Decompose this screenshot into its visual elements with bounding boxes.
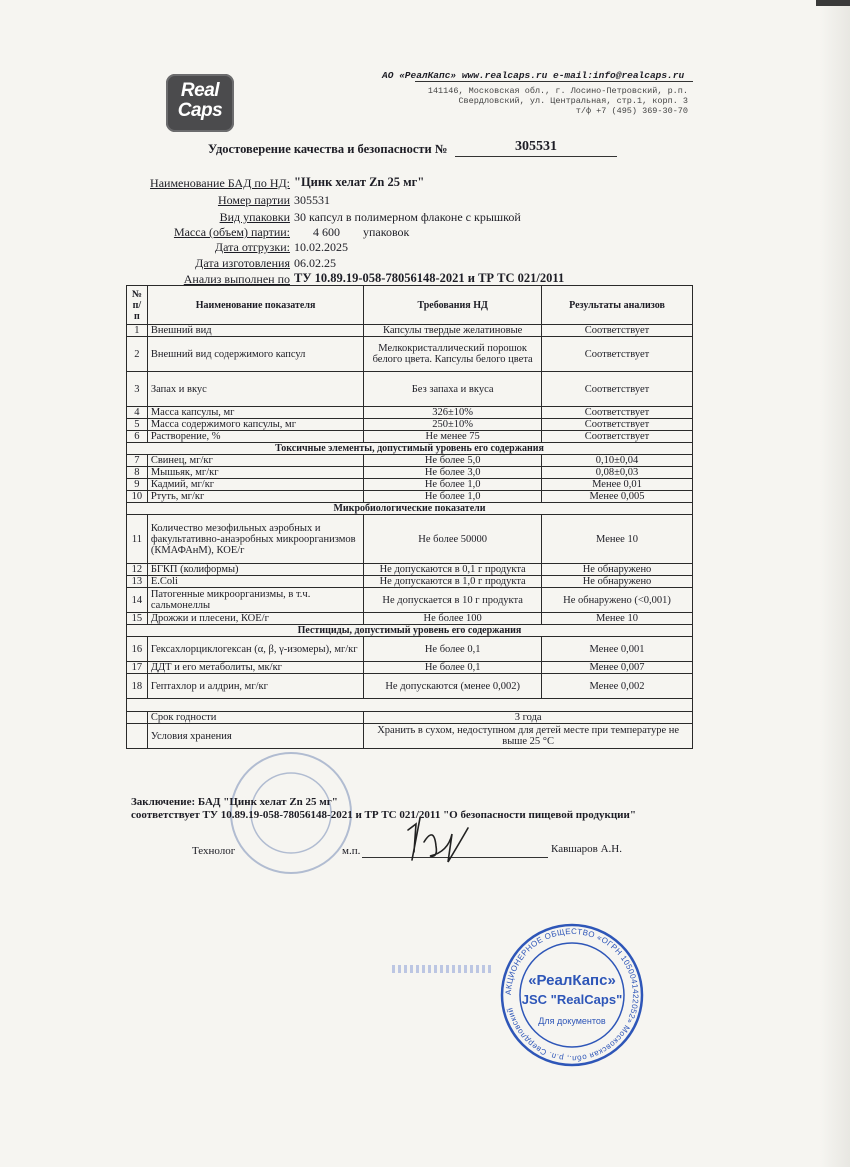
section-title: Пестициды, допустимый уровень его содержания [127, 625, 693, 637]
row-res: Менее 0,002 [542, 674, 693, 699]
row-num: 9 [127, 479, 148, 491]
row-req: Не более 50000 [364, 515, 542, 564]
row-num: 15 [127, 613, 148, 625]
certificate-number: 305531 [455, 139, 617, 157]
row-res: Не обнаружено [542, 564, 693, 576]
section-row-micro [127, 503, 693, 515]
row-req: Не допускаются в 1,0 г продукта [364, 576, 542, 588]
stamp-center-ru: «РеалКапс» [528, 972, 616, 989]
row-req: Не более 100 [364, 613, 542, 625]
stamp-center-note: Для документов [538, 1016, 606, 1026]
stamp-ring-text: АКЦИОНЕРНОЕ ОБЩЕСТВО «ОГРН 1050041422052» Московская обл., р.п. Свердловский [503, 926, 641, 1064]
row-req: Без запаха и вкуса [364, 372, 542, 407]
row-name: Гептахлор и алдрин, мг/кг [147, 674, 363, 699]
storage-row [127, 724, 693, 749]
technologist-label: Технолог [192, 845, 236, 857]
row-num [127, 712, 148, 724]
row-res: Соответствует [542, 337, 693, 372]
row-req: Не допускаются (менее 0,002) [364, 674, 542, 699]
header-address [428, 86, 688, 116]
row-req: 326±10% [364, 407, 542, 419]
row-num: 17 [127, 662, 148, 674]
row-res: Соответствует [542, 431, 693, 443]
product-label: Наименование БАД по НД: [150, 176, 290, 190]
table-row [127, 467, 693, 479]
row-num: 4 [127, 407, 148, 419]
row-res: Менее 10 [542, 515, 693, 564]
header-divider [415, 81, 693, 82]
row-res: Менее 0,007 [542, 662, 693, 674]
row-req: Не более 0,1 [364, 662, 542, 674]
row-name: Запах и вкус [147, 372, 363, 407]
seal-place-label: м.п. [342, 845, 361, 857]
row-name: Количество мезофильных аэробных и факультативно-анаэробных микроорганизмов (КМАФАнМ), КОЕ/г [147, 515, 363, 564]
mass-label: Масса (объем) партии: [173, 225, 290, 239]
table-row [127, 637, 693, 662]
row-res: 0,08±0,03 [542, 467, 693, 479]
table-row [127, 455, 693, 467]
analysis-label: Анализ выполнен по [183, 272, 290, 286]
row-req: Не допускается в 10 г продукта [364, 588, 542, 613]
document-title: Удостоверение качества и безопасности № [208, 142, 448, 156]
row-req: Не допускаются в 0,1 г продукта [364, 564, 542, 576]
table-row [127, 613, 693, 625]
logo-line-1: Real [180, 80, 220, 101]
row-num: 16 [127, 637, 148, 662]
conclusion [131, 796, 636, 822]
section-row-toxic [127, 443, 693, 455]
row-num: 10 [127, 491, 148, 503]
row-name: Масса капсулы, мг [147, 407, 363, 419]
shelf-life-row [127, 712, 693, 724]
row-name: Гексахлорциклогексан (α, β, γ-изомеры), мг/кг [147, 637, 363, 662]
phone: т/ф +7 (495) 369-30-70 [575, 106, 688, 116]
row-num: 1 [127, 325, 148, 337]
row-num: 2 [127, 337, 148, 372]
row-num: 8 [127, 467, 148, 479]
row-name: Внешний вид содержимого капсул [147, 337, 363, 372]
row-name: Ртуть, мг/кг [147, 491, 363, 503]
address-line-2: Свердловский, ул. Центральная, стр.1, корп. 3 [458, 96, 688, 106]
made-date-value: 06.02.25 [294, 256, 336, 270]
row-num: 12 [127, 564, 148, 576]
row-req: Не более 5,0 [364, 455, 542, 467]
header-res: Результаты анализов [542, 286, 693, 325]
section-title: Микробиологические показатели [127, 503, 693, 515]
row-req: Не более 1,0 [364, 491, 542, 503]
stamp-smudge [392, 965, 492, 973]
row-name: Кадмий, мг/кг [147, 479, 363, 491]
table-row [127, 515, 693, 564]
table-row [127, 337, 693, 372]
batch-value: 305531 [294, 193, 330, 207]
row-res: Соответствует [542, 419, 693, 431]
table-row [127, 662, 693, 674]
signature-icon [390, 812, 480, 867]
row-num: 7 [127, 455, 148, 467]
row-res: Соответствует [542, 372, 693, 407]
header-name: Наименование показателя [147, 286, 363, 325]
table-row [127, 407, 693, 419]
section-row-pest [127, 625, 693, 637]
row-name: Растворение, % [147, 431, 363, 443]
row-req: Не менее 75 [364, 431, 542, 443]
storage-value: Хранить в сухом, недоступном для детей месте при температуре не выше 25 °С [364, 724, 693, 749]
row-name: Мышьяк, мг/кг [147, 467, 363, 479]
row-req: Не более 0,1 [364, 637, 542, 662]
row-num: 13 [127, 576, 148, 588]
company-stamp [497, 920, 647, 1070]
row-num: 14 [127, 588, 148, 613]
row-res: Не обнаружено (<0,001) [542, 588, 693, 613]
row-res: 0,10±0,04 [542, 455, 693, 467]
row-req: Не более 1,0 [364, 479, 542, 491]
realcaps-logo [166, 74, 234, 132]
stamp-center-en: JSC "RealCaps" [521, 992, 623, 1007]
table-row [127, 588, 693, 613]
ship-date-label: Дата отгрузки: [214, 240, 290, 254]
shelf-life-value: 3 года [364, 712, 693, 724]
address-line-1: 141146, Московская обл., г. Лосино-Петровский, р.п. [427, 86, 688, 96]
row-res: Менее 0,01 [542, 479, 693, 491]
row-res: Соответствует [542, 325, 693, 337]
row-res: Менее 0,001 [542, 637, 693, 662]
analysis-value: ТУ 10.89.19-058-78056148-2021 и ТР ТС 021/2011 [294, 271, 565, 285]
row-num: 3 [127, 372, 148, 407]
shelf-life-label: Срок годности [147, 712, 363, 724]
table-row [127, 325, 693, 337]
table-row [127, 564, 693, 576]
page-edge [820, 0, 850, 1167]
table-row [127, 431, 693, 443]
row-name: Патогенные микроорганизмы, в т.ч. сальмонеллы [147, 588, 363, 613]
row-res: Не обнаружено [542, 576, 693, 588]
mass-unit: упаковок [363, 225, 410, 239]
row-res: Менее 0,005 [542, 491, 693, 503]
results-table [126, 285, 693, 749]
batch-label: Номер партии [217, 193, 290, 207]
table-row [127, 372, 693, 407]
row-num: 18 [127, 674, 148, 699]
row-res: Менее 10 [542, 613, 693, 625]
package-label: Вид упаковки [219, 210, 290, 224]
made-date-label: Дата изготовления [195, 256, 290, 270]
row-num: 5 [127, 419, 148, 431]
header-num: № п/п [127, 286, 148, 325]
row-req: Капсулы твердые желатиновые [364, 325, 542, 337]
table-row [127, 491, 693, 503]
row-name: Свинец, мг/кг [147, 455, 363, 467]
corner-mark [816, 0, 850, 6]
row-req: Мелкокристаллический порошок белого цвета. Капсулы белого цвета [364, 337, 542, 372]
row-name: Дрожжи и плесени, КОЕ/г [147, 613, 363, 625]
logo-line-2: Caps [177, 100, 223, 121]
conclusion-line-1: Заключение: БАД "Цинк хелат Zn 25 мг" [131, 796, 338, 808]
row-name: БГКП (колиформы) [147, 564, 363, 576]
mass-value: 4 600 [313, 225, 340, 239]
product-value: "Цинк хелат Zn 25 мг" [294, 175, 425, 189]
row-num [127, 724, 148, 749]
table-row [127, 576, 693, 588]
table-header-row [127, 286, 693, 325]
row-name: ДДТ и его метаболиты, мк/кг [147, 662, 363, 674]
row-name: Внешний вид [147, 325, 363, 337]
header-company: АО «РеалКапс» www.realcaps.ru e-mail:info@realcaps.ru [382, 70, 685, 81]
package-value: 30 капсул в полимерном флаконе с крышкой [294, 210, 521, 224]
row-req: 250±10% [364, 419, 542, 431]
header-req: Требования НД [364, 286, 542, 325]
section-title: Токсичные элементы, допустимый уровень его содержания [127, 443, 693, 455]
table-row [127, 674, 693, 699]
row-num: 6 [127, 431, 148, 443]
row-num: 11 [127, 515, 148, 564]
row-name: Масса содержимого капсулы, мг [147, 419, 363, 431]
row-req: Не более 3,0 [364, 467, 542, 479]
spacer-cell [127, 699, 693, 712]
row-name: E.Coli [147, 576, 363, 588]
table-row [127, 419, 693, 431]
signer-name: Кавшаров А.Н. [551, 843, 622, 855]
row-res: Соответствует [542, 407, 693, 419]
conclusion-line-2: соответствует ТУ 10.89.19-058-78056148-2021 и ТР ТС 021/2011 "О безопасности пищевой продукции" [131, 809, 636, 821]
table-row [127, 479, 693, 491]
spacer-row [127, 699, 693, 712]
ship-date-value: 10.02.2025 [294, 240, 348, 254]
storage-label: Условия хранения [147, 724, 363, 749]
